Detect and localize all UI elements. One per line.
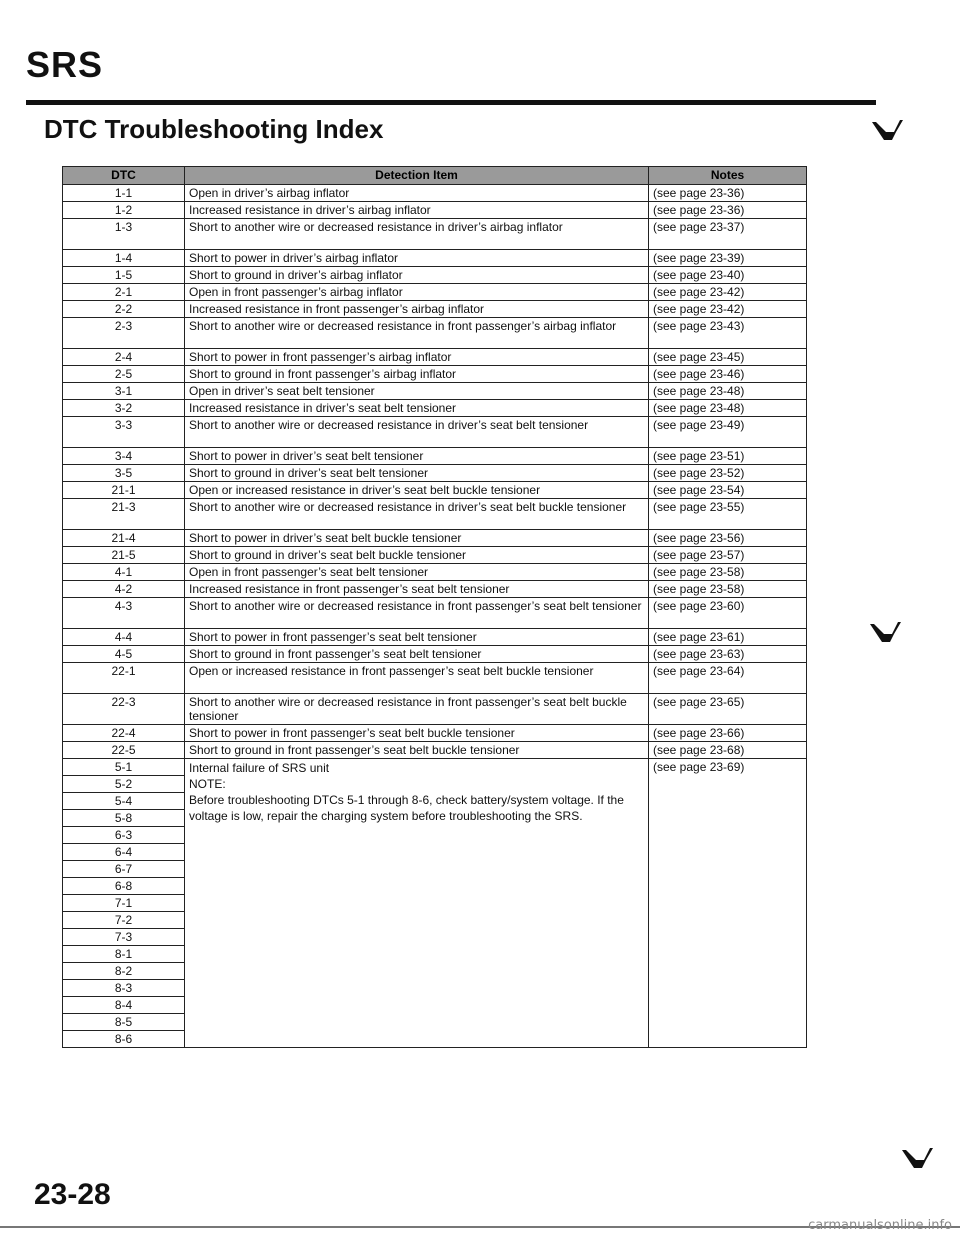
table-row: [63, 267, 807, 284]
dtc-code: 4-3: [63, 598, 185, 629]
dtc-code: 21-4: [63, 530, 185, 547]
detection-item: Short to power in driver’s seat belt tensioner: [185, 448, 649, 465]
notes-reference: (see page 23-68): [649, 742, 807, 759]
table-row: [63, 219, 807, 250]
note-label: NOTE:: [189, 777, 226, 791]
table-row: [63, 581, 807, 598]
detection-item: Short to another wire or decreased resistance in front passenger’s airbag inflator: [185, 318, 649, 349]
table-row: [63, 250, 807, 267]
dtc-code: 6-7: [63, 861, 185, 878]
detection-item: Short to power in driver’s seat belt buckle tensioner: [185, 530, 649, 547]
notes-reference: (see page 23-42): [649, 284, 807, 301]
notes-reference: (see page 23-51): [649, 448, 807, 465]
note-text: Before troubleshooting DTCs 5-1 through 8-6, check battery/system voltage. If the voltage is low, repair the charging system before troubleshooting the SRS.: [189, 793, 624, 823]
notes-reference: (see page 23-39): [649, 250, 807, 267]
notes-reference: (see page 23-49): [649, 417, 807, 448]
dtc-code: 7-1: [63, 895, 185, 912]
detection-item: Short to another wire or decreased resistance in front passenger’s seat belt tensioner: [185, 598, 649, 629]
dtc-code: 22-1: [63, 663, 185, 694]
detection-item: Short to another wire or decreased resistance in driver’s seat belt buckle tensioner: [185, 499, 649, 530]
notes-reference: (see page 23-40): [649, 267, 807, 284]
dtc-code: 5-1: [63, 759, 185, 776]
table-row: [63, 349, 807, 366]
table-row: [63, 499, 807, 530]
table-row: [63, 629, 807, 646]
dtc-index-table: [62, 166, 807, 1048]
detection-item: Short to ground in driver’s seat belt tensioner: [185, 465, 649, 482]
notes-reference: (see page 23-57): [649, 547, 807, 564]
dtc-code: 1-4: [63, 250, 185, 267]
page-marker-top: [870, 118, 906, 144]
dtc-code: 21-1: [63, 482, 185, 499]
table-row: [63, 725, 807, 742]
dtc-code: 1-1: [63, 185, 185, 202]
detection-item: Short to ground in front passenger’s seat belt buckle tensioner: [185, 742, 649, 759]
notes-reference: (see page 23-36): [649, 202, 807, 219]
detection-item: Open in front passenger’s airbag inflator: [185, 284, 649, 301]
dtc-code: 6-8: [63, 878, 185, 895]
table-row: [63, 318, 807, 349]
table-row: [63, 202, 807, 219]
dtc-code: 3-2: [63, 400, 185, 417]
detection-item: Open in front passenger’s seat belt tensioner: [185, 564, 649, 581]
detection-item: Increased resistance in driver’s airbag inflator: [185, 202, 649, 219]
dtc-code: 21-5: [63, 547, 185, 564]
page-number: 23-28: [34, 1178, 111, 1211]
table-row: [63, 465, 807, 482]
table-row: [63, 448, 807, 465]
notes-reference: (see page 23-69): [649, 759, 807, 1048]
dtc-code: 2-5: [63, 366, 185, 383]
dtc-code: 2-3: [63, 318, 185, 349]
notes-reference: (see page 23-63): [649, 646, 807, 663]
internal-failure-block: [189, 760, 644, 824]
detection-item: Increased resistance in front passenger’s seat belt tensioner: [185, 581, 649, 598]
dtc-code: 8-6: [63, 1031, 185, 1048]
header-rule: [26, 100, 876, 105]
watermark: carmanualsonline.info: [808, 1218, 952, 1233]
detection-item: Open or increased resistance in front passenger’s seat belt buckle tensioner: [185, 663, 649, 694]
notes-reference: (see page 23-48): [649, 400, 807, 417]
dtc-code: 4-1: [63, 564, 185, 581]
notes-reference: (see page 23-58): [649, 564, 807, 581]
notes-reference: (see page 23-42): [649, 301, 807, 318]
detection-item: Short to ground in driver’s seat belt buckle tensioner: [185, 547, 649, 564]
page-marker-middle: [868, 620, 904, 646]
page-heading: DTC Troubleshooting Index: [44, 114, 384, 144]
dtc-code: 8-5: [63, 1014, 185, 1031]
detection-item: Open or increased resistance in driver’s seat belt buckle tensioner: [185, 482, 649, 499]
table-row: [63, 366, 807, 383]
dtc-code: 8-2: [63, 963, 185, 980]
dtc-code: 1-5: [63, 267, 185, 284]
detection-item: Short to another wire or decreased resistance in front passenger’s seat belt buckle tensioner: [185, 694, 649, 725]
dtc-code: 3-1: [63, 383, 185, 400]
notes-reference: (see page 23-55): [649, 499, 807, 530]
dtc-code: 1-2: [63, 202, 185, 219]
detection-item: Short to power in front passenger’s seat belt buckle tensioner: [185, 725, 649, 742]
dtc-code: 4-2: [63, 581, 185, 598]
table-body: [63, 185, 807, 1048]
dtc-code: 3-3: [63, 417, 185, 448]
detection-item: Short to ground in driver’s airbag inflator: [185, 267, 649, 284]
table-row: [63, 383, 807, 400]
table-row: [63, 646, 807, 663]
table-row: [63, 694, 807, 725]
notes-reference: (see page 23-66): [649, 725, 807, 742]
notes-reference: (see page 23-46): [649, 366, 807, 383]
notes-reference: (see page 23-56): [649, 530, 807, 547]
table-row: [63, 564, 807, 581]
detection-item: Short to ground in front passenger’s seat belt tensioner: [185, 646, 649, 663]
dtc-code: 2-2: [63, 301, 185, 318]
dtc-code: 7-2: [63, 912, 185, 929]
notes-reference: (see page 23-54): [649, 482, 807, 499]
notes-reference: (see page 23-37): [649, 219, 807, 250]
dtc-code: 8-1: [63, 946, 185, 963]
notes-reference: (see page 23-45): [649, 349, 807, 366]
dtc-code: 8-4: [63, 997, 185, 1014]
detection-item: Short to ground in front passenger’s airbag inflator: [185, 366, 649, 383]
column-header-detection-item: Detection Item: [185, 167, 649, 185]
dtc-code: 3-5: [63, 465, 185, 482]
internal-failure-title: Internal failure of SRS unit: [189, 761, 330, 775]
dtc-code: 5-8: [63, 810, 185, 827]
detection-item: Short to power in front passenger’s airbag inflator: [185, 349, 649, 366]
notes-reference: (see page 23-43): [649, 318, 807, 349]
table-row: [63, 598, 807, 629]
table-row: [63, 417, 807, 448]
detection-item: Open in driver’s airbag inflator: [185, 185, 649, 202]
dtc-code: 8-3: [63, 980, 185, 997]
internal-failure-cell: [185, 759, 649, 1048]
dtc-code: 7-3: [63, 929, 185, 946]
table-row: [63, 530, 807, 547]
dtc-code: 21-3: [63, 499, 185, 530]
dtc-code: 5-2: [63, 776, 185, 793]
notes-reference: (see page 23-48): [649, 383, 807, 400]
dtc-code: 22-5: [63, 742, 185, 759]
notes-reference: (see page 23-36): [649, 185, 807, 202]
column-header-dtc: DTC: [63, 167, 185, 185]
notes-reference: (see page 23-65): [649, 694, 807, 725]
table-row: [63, 482, 807, 499]
dtc-code: 5-4: [63, 793, 185, 810]
dtc-code: 2-1: [63, 284, 185, 301]
notes-reference: (see page 23-64): [649, 663, 807, 694]
notes-reference: (see page 23-61): [649, 629, 807, 646]
table-row: [63, 759, 807, 776]
detection-item: Short to another wire or decreased resistance in driver’s seat belt tensioner: [185, 417, 649, 448]
table-row: [63, 185, 807, 202]
table-row: [63, 742, 807, 759]
detection-item: Increased resistance in driver’s seat belt tensioner: [185, 400, 649, 417]
detection-item: Short to power in driver’s airbag inflator: [185, 250, 649, 267]
table-row: [63, 284, 807, 301]
detection-item: Short to power in front passenger’s seat belt tensioner: [185, 629, 649, 646]
dtc-code: 4-5: [63, 646, 185, 663]
table-row: [63, 400, 807, 417]
section-title: SRS: [26, 44, 104, 85]
dtc-code: 22-4: [63, 725, 185, 742]
detection-item: Short to another wire or decreased resistance in driver’s airbag inflator: [185, 219, 649, 250]
column-header-notes: Notes: [649, 167, 807, 185]
dtc-code: 4-4: [63, 629, 185, 646]
dtc-code: 22-3: [63, 694, 185, 725]
page-marker-bottom: [900, 1146, 936, 1172]
detection-item: Increased resistance in front passenger’s airbag inflator: [185, 301, 649, 318]
notes-reference: (see page 23-52): [649, 465, 807, 482]
dtc-code: 1-3: [63, 219, 185, 250]
dtc-code: 2-4: [63, 349, 185, 366]
dtc-code: 3-4: [63, 448, 185, 465]
dtc-code: 6-3: [63, 827, 185, 844]
detection-item: Open in driver’s seat belt tensioner: [185, 383, 649, 400]
table-header-row: [63, 167, 807, 185]
table-row: [63, 301, 807, 318]
notes-reference: (see page 23-58): [649, 581, 807, 598]
table-row: [63, 663, 807, 694]
dtc-code: 6-4: [63, 844, 185, 861]
notes-reference: (see page 23-60): [649, 598, 807, 629]
table-row: [63, 547, 807, 564]
